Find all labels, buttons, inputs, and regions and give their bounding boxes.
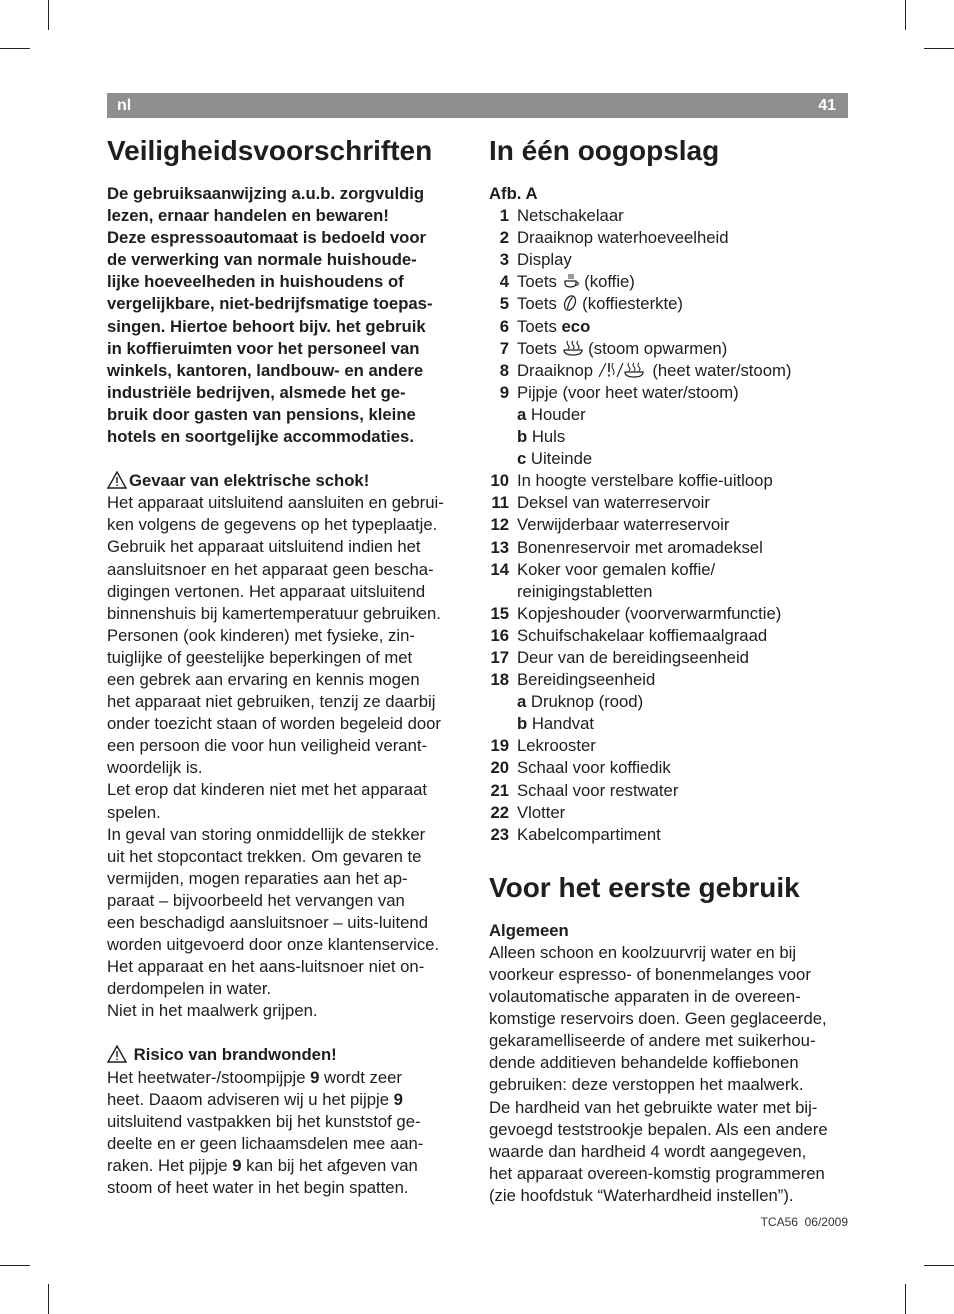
item-number: 15 xyxy=(490,603,509,623)
crop-mark xyxy=(0,1265,30,1266)
crop-mark xyxy=(924,1265,954,1266)
warning-line: Het apparaat en het aans-luitsnoer niet on- xyxy=(107,957,425,977)
text-span: wordt zeer xyxy=(319,1067,402,1087)
warning-line: In geval van storing onmiddellijk de stekker xyxy=(107,824,426,844)
warning-line: een gebrek aan ervaring en kennis mogen xyxy=(107,669,420,689)
general-line: gevoegd teststrookje bepalen. Als een andere xyxy=(489,1119,828,1139)
general-text xyxy=(489,942,849,1207)
item-number: 11 xyxy=(491,493,509,513)
warning-line: woordelijk is. xyxy=(107,758,203,778)
warning-line: aansluitsnoer en het apparaat geen bescha- xyxy=(107,559,434,579)
list-item xyxy=(489,492,849,514)
list-item xyxy=(489,537,849,559)
sub-item xyxy=(489,691,849,713)
general-line: komstige reservoirs doen. Geen geglaceerde, xyxy=(489,1009,827,1029)
item-number: 8 xyxy=(499,360,509,380)
item-number: 14 xyxy=(490,559,509,579)
figure-label: Afb. A xyxy=(489,184,538,203)
sub-letter: a xyxy=(517,692,527,712)
general-line: (zie hoofdstuk “Waterhardheid instellen”). xyxy=(489,1185,794,1205)
warning-line: uit het stopcontact trekken. Om gevaren te xyxy=(107,846,422,866)
burn-warning-heading xyxy=(107,1044,469,1066)
general-line: waarde dan hardheid 4 wordt aangegeven, xyxy=(489,1141,807,1161)
right-column xyxy=(489,133,849,1207)
general-line: De hardheid van het gebruikte water met bij- xyxy=(489,1097,818,1117)
electric-shock-warning-heading xyxy=(107,470,469,492)
list-item xyxy=(489,227,849,249)
list-item xyxy=(489,316,849,338)
intro-line: winkels, kantoren, landbouw- en andere xyxy=(107,360,424,380)
item-text: Handvat xyxy=(531,714,594,734)
intro-line: de verwerking van normale huishoude- xyxy=(107,250,417,270)
print-date: 06/2009 xyxy=(804,1215,848,1229)
general-line: Alleen schoon en koolzuurvrij water en bij xyxy=(489,942,797,962)
item-text: Deksel van waterreservoir xyxy=(517,493,710,513)
list-item xyxy=(489,735,849,757)
item-number: 20 xyxy=(490,758,509,778)
item-number: 21 xyxy=(490,780,509,800)
warning-line: ken volgens de gegevens op het typeplaatje. xyxy=(107,515,438,535)
crop-mark xyxy=(0,48,30,49)
item-number: 12 xyxy=(490,515,509,535)
page-number: 41 xyxy=(818,97,836,114)
list-item xyxy=(489,360,849,382)
intro-line: De gebruiksaanwijzing a.u.b. zorgvuldig xyxy=(107,184,425,203)
sub-item xyxy=(489,404,849,426)
warning-line: een beschadigd aansluitsnoer – uits-luitend xyxy=(107,913,428,932)
item-text: (heet water/stoom) xyxy=(647,360,792,380)
list-item xyxy=(489,647,849,669)
list-item xyxy=(489,338,849,360)
item-text: Houder xyxy=(530,404,586,424)
sub-letter: b xyxy=(517,714,528,734)
warning-line: vermijden, mogen reparaties aan het ap- xyxy=(107,868,408,888)
list-item xyxy=(489,802,849,824)
page-header-bar xyxy=(107,93,848,118)
electric-shock-warning-text xyxy=(107,492,469,1022)
warning-line: spelen. xyxy=(107,802,161,822)
item-number: 9 xyxy=(499,382,509,402)
item-text: Huls xyxy=(531,427,566,447)
text-span: heet. Daaom adviseren wij u het pijpje xyxy=(107,1089,394,1109)
page-footer xyxy=(761,1215,848,1229)
eco-label: eco xyxy=(561,316,591,336)
item-number: 7 xyxy=(499,338,509,358)
item-text: reinigingstabletten xyxy=(517,581,653,601)
text-span: Het heetwater-/stoompijpje xyxy=(107,1067,311,1087)
item-number: 17 xyxy=(490,647,509,667)
crop-mark xyxy=(48,1284,49,1314)
item-number: 22 xyxy=(490,802,509,822)
text-span: raken. Het pijpje xyxy=(107,1155,233,1175)
part-ref: 9 xyxy=(232,1155,242,1175)
warning-line: het apparaat niet gebruiken, tenzij ze daarbij xyxy=(107,692,436,712)
general-line: gebruiken: deze verstoppen het maalwerk. xyxy=(489,1075,804,1095)
item-text: Draaiknop waterhoeveelheid xyxy=(517,228,729,248)
intro-line: lijke hoeveelheden in huishoudens of xyxy=(107,272,404,292)
part-ref: 9 xyxy=(393,1089,403,1109)
item-text: Deur van de bereidingseenheid xyxy=(517,647,749,667)
item-number: 16 xyxy=(490,625,509,645)
general-line: volautomatische apparaten in de overeen- xyxy=(489,987,801,1007)
item-text: (koffiesterkte) xyxy=(577,294,683,314)
general-heading: Algemeen xyxy=(489,920,569,940)
intro-line: industriële bedrijven, alsmede het ge- xyxy=(107,382,406,402)
intro-line: lezen, ernaar handelen en bewaren! xyxy=(107,206,389,226)
safety-intro xyxy=(107,183,469,448)
item-text: Kabelcompartiment xyxy=(517,824,661,844)
list-item xyxy=(489,780,849,802)
text-span: kan bij het afgeven van xyxy=(241,1155,418,1175)
crop-mark xyxy=(905,1284,906,1314)
warning-line: onder toezicht staan of worden begeleid door xyxy=(107,714,441,734)
item-number: 13 xyxy=(490,537,509,557)
item-text: Koker voor gemalen koffie/ xyxy=(517,559,716,579)
item-text: (stoom opwarmen) xyxy=(583,338,728,358)
part-ref: 9 xyxy=(310,1067,320,1087)
item-number: 19 xyxy=(490,736,509,756)
item-number: 23 xyxy=(490,824,509,844)
coffee-cup-icon xyxy=(562,272,580,290)
sub-letter: c xyxy=(517,449,527,469)
general-line: het apparaat overeen-komstig programmeren xyxy=(489,1163,825,1183)
sub-item xyxy=(489,448,849,470)
steam-icon xyxy=(562,339,584,357)
left-column xyxy=(107,133,469,1199)
intro-line: Deze espressoautomaat is bedoeld voor xyxy=(107,228,427,248)
item-text: Bereidingseenheid xyxy=(517,670,656,690)
warning-line: paraat – bijvoorbeeld het vervangen van xyxy=(107,890,405,910)
sub-letter: a xyxy=(517,404,527,424)
warning-line: Let erop dat kinderen niet met het apparaat xyxy=(107,780,428,800)
general-line: voorkeur espresso- of bonenmelanges voor xyxy=(489,965,811,984)
list-item xyxy=(489,470,849,492)
item-number: 3 xyxy=(499,250,509,270)
item-number: 5 xyxy=(499,294,509,314)
item-text: Uiteinde xyxy=(530,449,593,469)
item-text: Netschakelaar xyxy=(517,206,624,226)
item-text: Display xyxy=(517,250,572,270)
list-item xyxy=(489,824,849,846)
intro-line: in koffieruimten voor het personeel van xyxy=(107,338,420,358)
item-text: Druknop (rood) xyxy=(530,692,644,712)
warning-line: derdompelen in water. xyxy=(107,979,272,999)
item-text: Vlotter xyxy=(517,802,566,822)
warning-line: tuiglijke of geestelijke beperkingen of met xyxy=(107,647,413,667)
warning-line: een persoon die voor hun veiligheid verant- xyxy=(107,736,428,756)
sub-item xyxy=(489,426,849,448)
sub-item xyxy=(489,713,849,735)
item-text: Toets xyxy=(517,338,562,358)
parts-list xyxy=(489,205,849,846)
warning-icon xyxy=(107,471,127,489)
item-text: Bonenreservoir met aromadeksel xyxy=(517,537,763,557)
list-item xyxy=(489,249,849,271)
model-number: TCA56 xyxy=(760,1215,798,1229)
item-number: 4 xyxy=(499,272,509,292)
warning-title: Gevaar van elektrische schok! xyxy=(129,471,370,491)
intro-line: hotels en soortgelijke accommodaties. xyxy=(107,427,414,447)
list-item xyxy=(489,271,849,293)
intro-line: vergelijkbare, niet-bedrijfsmatige toepas- xyxy=(107,294,433,314)
item-text: Schaal voor koffiedik xyxy=(517,758,671,778)
list-item xyxy=(489,625,849,647)
coffee-bean-icon xyxy=(562,294,578,312)
warning-line: Het apparaat uitsluitend aansluiten en gebrui- xyxy=(107,493,444,513)
item-number: 10 xyxy=(490,471,509,491)
item-text: Schaal voor restwater xyxy=(517,780,679,800)
safety-title: Veiligheidsvoorschriften xyxy=(107,135,433,166)
general-line: gekaramelliseerde of andere met suikerhou- xyxy=(489,1031,816,1051)
item-text: (koffie) xyxy=(579,272,635,292)
item-text: Verwijderbaar waterreservoir xyxy=(517,515,730,535)
overview-title: In één oogopslag xyxy=(489,135,720,166)
list-item xyxy=(489,669,849,691)
warning-line: Personen (ook kinderen) met fysieke, zin- xyxy=(107,625,415,645)
warning-title: Risico van brandwonden! xyxy=(133,1045,337,1065)
item-text: Toets xyxy=(517,294,562,314)
item-number: 6 xyxy=(499,316,509,336)
item-text: Lekrooster xyxy=(517,736,596,756)
warning-line: worden uitgevoerd door onze klantenservice. xyxy=(107,935,440,955)
warning-line: stoom of heet water in het begin spatten. xyxy=(107,1178,409,1198)
warning-line: binnenshuis bij kamertemperatuur gebruiken. xyxy=(107,603,441,623)
sub-letter: b xyxy=(517,427,528,447)
intro-line: bruik door gasten van pensions, kleine xyxy=(107,404,416,424)
item-text: Toets xyxy=(517,316,562,336)
crop-mark xyxy=(48,0,49,30)
warning-line: digingen vertonen. Het apparaat uitsluitend xyxy=(107,581,426,601)
crop-mark xyxy=(905,0,906,30)
item-text: Kopjeshouder (voorverwarmfunctie) xyxy=(517,603,782,623)
list-item xyxy=(489,293,849,315)
list-item xyxy=(489,603,849,625)
list-item xyxy=(489,559,849,603)
warning-icon xyxy=(107,1045,127,1063)
language-code: nl xyxy=(117,97,132,114)
water-steam-selector-icon xyxy=(598,361,648,379)
intro-line: singen. Hiertoe behoort bijv. het gebruik xyxy=(107,316,426,336)
item-number: 1 xyxy=(499,206,509,226)
list-item xyxy=(489,514,849,536)
item-text: Toets xyxy=(517,272,562,292)
burn-warning-text xyxy=(107,1067,469,1200)
warning-line: uitsluitend vastpakken bij het kunststof ge- xyxy=(107,1111,421,1131)
crop-mark xyxy=(924,48,954,49)
item-text: In hoogte verstelbare koffie-uitloop xyxy=(517,471,773,491)
item-text: Pijpje (voor heet water/stoom) xyxy=(517,382,739,402)
list-item xyxy=(489,382,849,404)
list-item xyxy=(489,757,849,779)
list-item xyxy=(489,205,849,227)
item-number: 2 xyxy=(499,228,509,248)
first-use-title: Voor het eerste gebruik xyxy=(489,871,800,903)
warning-line: deelte en er geen lichaamsdelen mee aan- xyxy=(107,1133,424,1153)
item-number: 18 xyxy=(490,670,509,690)
general-line: dende additieven behandelde koffiebonen xyxy=(489,1053,799,1073)
warning-line: Niet in het maalwerk grijpen. xyxy=(107,1001,318,1021)
item-text: Schuifschakelaar koffiemaalgraad xyxy=(517,625,768,645)
warning-line: Gebruik het apparaat uitsluitend indien het xyxy=(107,537,421,557)
item-text: Draaiknop xyxy=(517,360,598,380)
